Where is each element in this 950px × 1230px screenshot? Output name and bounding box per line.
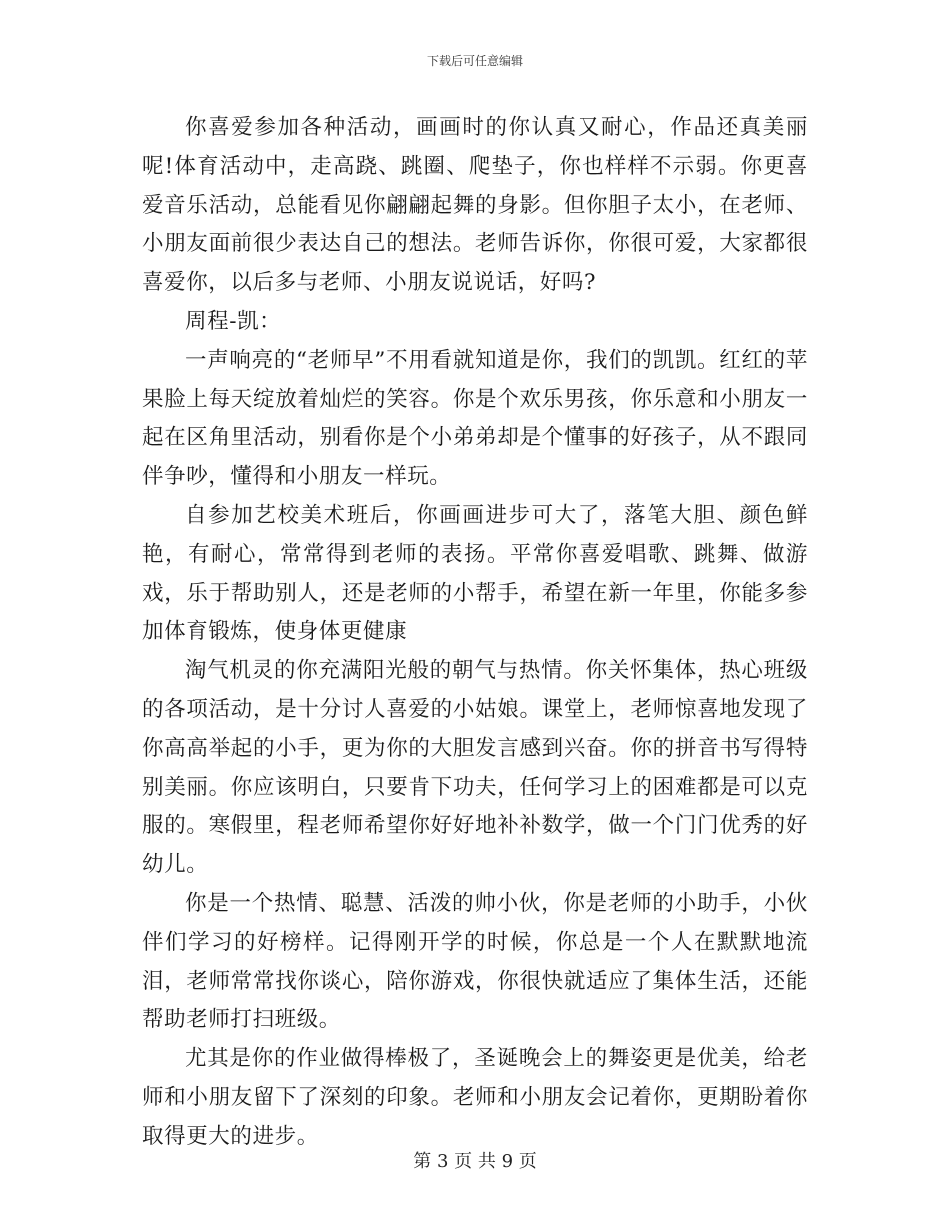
paragraph-homework: 尤其是你的作业做得棒极了，圣诞晚会上的舞姿更是优美，给老师和小朋友留下了深刻的印象。老师和小朋友会记着你，更期盼着你取得更大的进步。 xyxy=(142,1046,808,1149)
paragraph-helper-boy: 你是一个热情、聪慧、活泼的帅小伙，你是老师的小助手，小伙伴们学习的好榜样。记得刚开学的时候，你总是一个人在默默地流泪，老师常常找你谈心，陪你游戏，你很快就适应了集体生活，还能帮助老师打扫班级。 xyxy=(142,890,808,1033)
paragraph-lively-girl: 淘气机灵的你充满阳光般的朝气与热情。你关怀集体，热心班级的各项活动，是十分讨人喜爱的小姑娘。课堂上，老师惊喜地发现了你高高举起的小手，更为你的大胆发言感到兴奋。你的拼音书写得特别美丽。你应该明白，只要肯下功夫，任何学习上的困难都是可以克服的。寒假里，程老师希望你好好地补补数学，做一个门门优秀的好幼儿。 xyxy=(142,658,808,878)
paragraph-art-class: 自参加艺校美术班后，你画画进步可大了，落笔大胆、颜色鲜艳，有耐心，常常得到老师的表扬。平常你喜爱唱歌、跳舞、做游戏，乐于帮助别人，还是老师的小帮手，希望在新一年里，你能多参加体育锻炼，使身体更健康 xyxy=(142,502,808,645)
page-header: 下载后可任意编辑 xyxy=(426,54,523,68)
document-body xyxy=(142,109,808,1157)
student-name-heading: 周程-凯： xyxy=(185,308,282,334)
paragraph-kaikai: 一声响亮的“老师早”不用看就知道是你，我们的凯凯。红红的苹果脸上每天绽放着灿烂的笑容。你是个欢乐男孩，你乐意和小朋友一起在区角里活动，别看你是个小弟弟却是个懂事的好孩子，从不跟同伴争吵，懂得和小朋友一样玩。 xyxy=(142,347,808,490)
paragraph-activities: 你喜爱参加各种活动，画画时的你认真又耐心，作品还真美丽呢!体育活动中，走高跷、跳圈、爬垫子，你也样样不示弱。你更喜爱音乐活动，总能看见你翩翩起舞的身影。但你胆子太小，在老师、小朋友面前很少表达自己的想法。老师告诉你，你很可爱，大家都很喜爱你，以后多与老师、小朋友说说话，好吗? xyxy=(142,115,808,296)
page-number-footer: 第 3 页 共 9 页 xyxy=(413,1151,537,1172)
